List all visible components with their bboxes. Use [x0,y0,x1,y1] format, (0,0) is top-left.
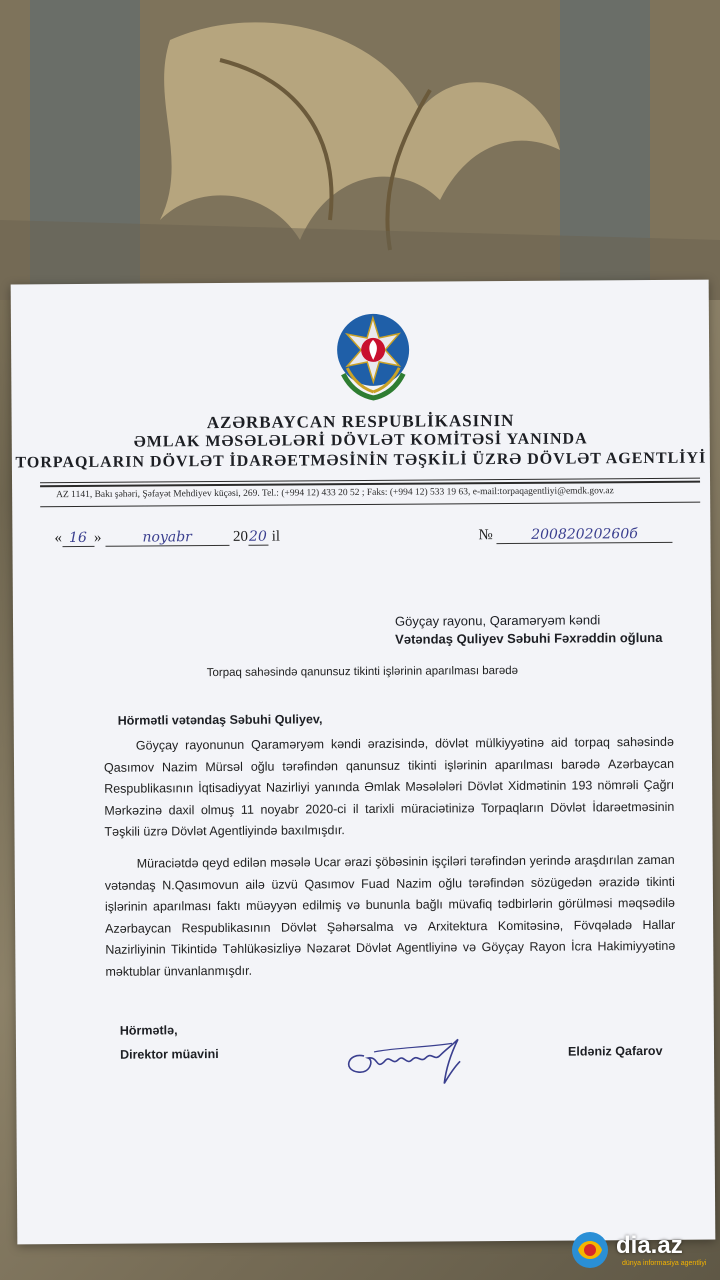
header-country: AZƏRBAYCAN RESPUBLİKASININ [206,410,515,433]
body-paragraph: Müraciәtdә qeyd edilәn mәsәlә Ucar әrazi şöbәsinin işçilәri tәrәfindәn yerindә araşdırılan zaman vәtәndaş N.Qasımovun ailә üzvü Qasımov Fuad Nazim oğlu tәrәfindәn sözügedәn әrazidә tikinti işlәrinin aparılması faktı müәyyәn edilmiş vә bununla bağlı müvafiq tәdbirlәrin görülmәsi mәqsәdilә Azәrbaycan Respublikasının Dövlәt Şәhәrsalma vә Arxitektura Komitәsinә, Fövqәladә Hallar Nazirliyinin Tikintidә Tәhlükәsizliyә Nәzarәt Dövlәt Agentliyinә vә Göyçay Rayon İcra Hakimiyyәtinә mәktublar ünvanlanmışdır. [104,852,676,979]
date-month: noyabr [105,529,229,547]
letter-date [54,529,280,548]
date-close-quote: » [93,529,102,546]
date-il: il [271,528,281,545]
date-open-quote: « [54,530,62,547]
watermark-site: dia.az [616,1232,683,1259]
header-agency: TORPAQLARIN DÖVLƏT İDARƏETMƏSİNİN TƏŞKİLİ ÜZRƏ DÖVLƏT AGENTLİYİ [15,449,707,472]
letter-number [478,526,672,544]
date-year-suffix: 20 [248,528,267,545]
state-emblem-icon [333,304,414,405]
greeting: Hörmәtli vәtәndaş Sәbuhi Quliyev, [117,712,323,728]
recipient-name: Vәtәndaş Quliyev Sәbuhi Fәxrәddin oğluna [395,629,663,647]
signer-position: Direktor müavini [119,1047,219,1062]
number-value: 20082020260б [496,526,672,544]
agency-address: AZ 1141, Bakı şəhəri, Şəfayət Mehdiyev küçəsi, 269. Tel.: (+994 12) 433 20 52 ; Faks: (+994 12) 533 19 63, e-mail:torpaqagentliyi@emdk.gov.az [56,486,614,501]
recipient-location: Göyçay rayonu, Qaramәryәm kәndi [394,612,601,629]
handwritten-signature [334,1021,484,1092]
header-divider-bottom [40,502,700,508]
body-paragraph: Göyçay rayonunun Qaramәryәm kәndi әrazisindә, dövlәt mülkiyyәtinә aid torpaq sahәsindә Qasımov Nazim Mürsәl oğlu tәrәfindәn qanunsuz tikinti işlәrinin aparılması barәdә Azәrbaycan Respublikasının İqtisadiyyat Nazirliyi yanında Әmlak Mәsәlәlәri Dövlәt Xidmәtinin 193 nömrәli Çağrı Mәrkәzinә daxil olmuş 11 noyabr 2020-ci il tarixli müraciәtinizә Torpaqların Dövlәt İdarәetmәsinin Tәşkili üzrә Dövlәt Agentliyindә baxılmışdır. [103,734,675,839]
date-year-prefix: 20 [232,528,248,545]
tapestry-background [0,0,720,300]
watermark-tagline: dünya informasiya agentliyi [622,1260,707,1267]
date-day: 16 [62,530,94,547]
signer-name: Eldәniz Qafarov [567,1043,663,1059]
official-letter [11,280,716,1245]
number-label: № [478,527,493,544]
header-committee: ƏMLAK MƏSƏLƏLƏRİ DÖVLƏT KOMİTƏSİ YANINDA [133,430,588,451]
closing-respect: Hörmәtlә, [119,1023,178,1038]
letter-subject: Torpaq sahәsindә qanunsuz tikinti işlәrinin aparılması barәdә [206,664,519,680]
